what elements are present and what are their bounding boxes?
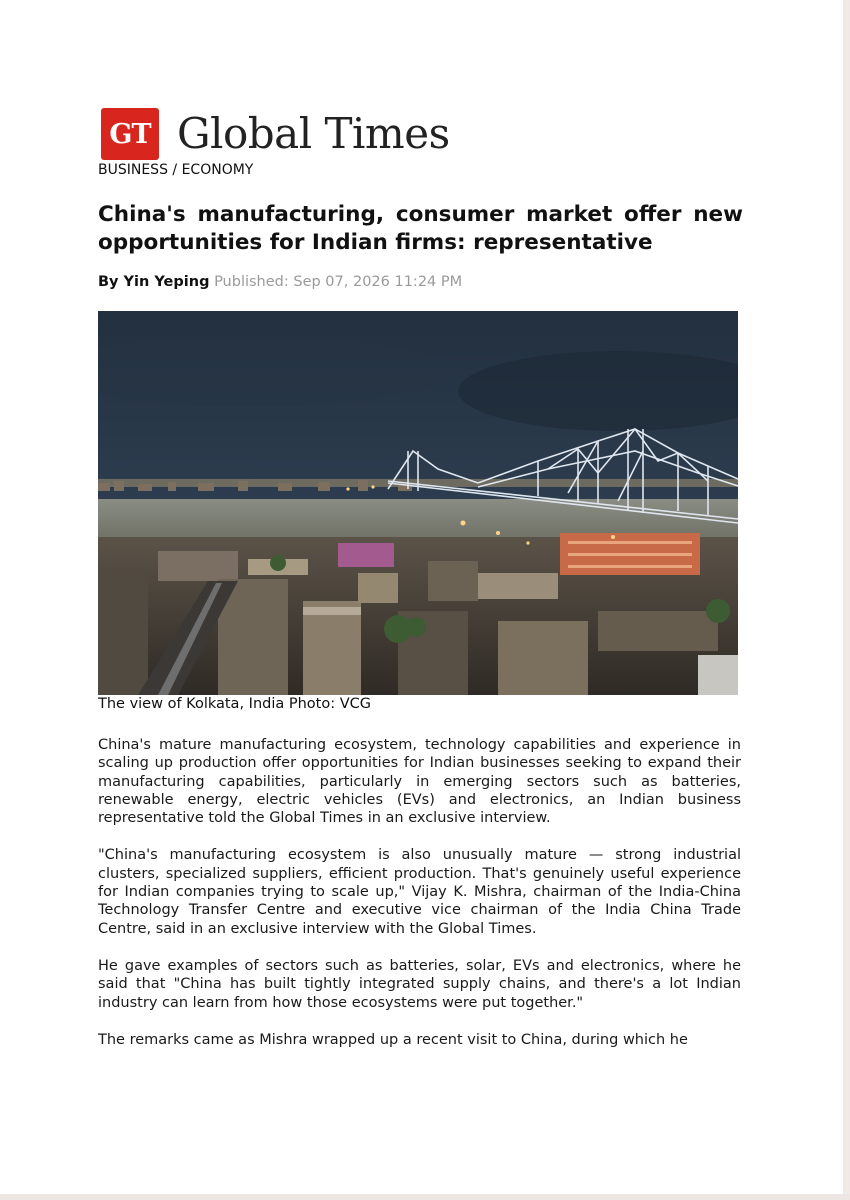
paragraph: The remarks came as Mishra wrapped up a recent visit to China, during which he bbox=[98, 1031, 688, 1048]
paragraph: He gave examples of sectors such as batteries, solar, EVs and electronics, where he said that "China has built tightly integrated supply chains, and there's a lot Indian industry can learn from how those ecosystems were put together." bbox=[98, 957, 741, 1011]
paragraph: China's mature manufacturing ecosystem, technology capabilities and experience in scaling up production offer opportunities for Indian businesses seeking to expand their manufacturing capabilities, particularly in emerging sectors such as batteries, renewable energy, electric vehicles (EVs) and electronics, an Indian business representative told the Global Times in an exclusive interview. bbox=[98, 737, 741, 827]
byline-author[interactable]: By Yin Yeping bbox=[98, 274, 210, 290]
article-photo bbox=[98, 311, 738, 695]
publish-date: Published: Sep 07, 2026 11:24 PM bbox=[214, 274, 463, 290]
paragraph: "China's manufacturing ecosystem is also unusually mature — strong industrial clusters, specialized suppliers, efficient production. That's genuinely useful experience for Indian companies trying to scale up," Vijay K. Mishra, chairman of the India-China Technology Transfer Centre and executive vice chairman of the India China Trade Centre, said in an exclusive interview with the Global Times. bbox=[98, 847, 741, 937]
gt-logo[interactable]: GT bbox=[101, 108, 159, 160]
masthead-title: Global Times bbox=[177, 109, 450, 158]
masthead bbox=[101, 108, 450, 160]
article-headline: China's manufacturing, consumer market offer new opportunities for Indian firms: representative bbox=[98, 202, 743, 255]
section-breadcrumb[interactable]: BUSINESS / ECONOMY bbox=[98, 162, 254, 178]
article-body bbox=[98, 736, 741, 1068]
page-edge bbox=[843, 0, 850, 1200]
photo-caption: The view of Kolkata, India Photo: VCG bbox=[98, 696, 371, 712]
page-edge-bottom bbox=[0, 1194, 850, 1200]
byline bbox=[98, 274, 462, 290]
